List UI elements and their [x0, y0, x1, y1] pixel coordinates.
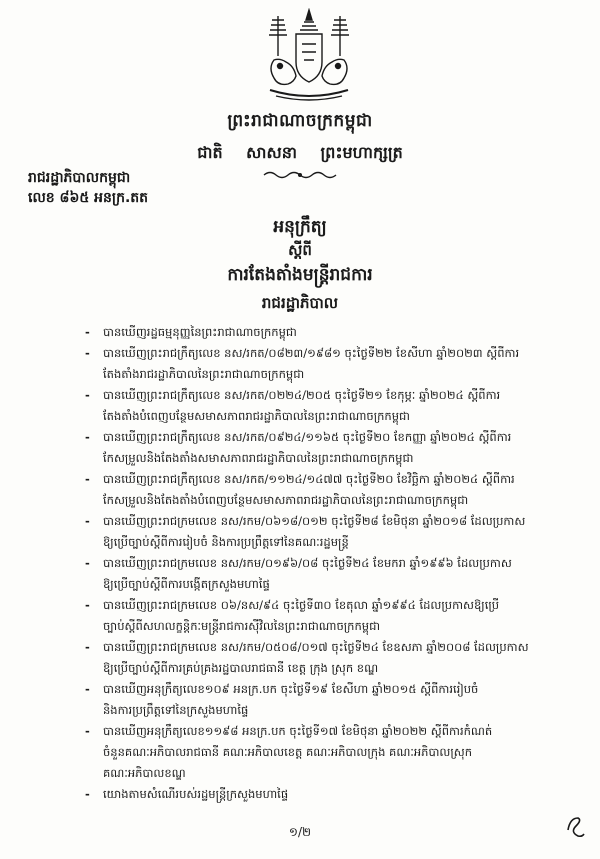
preamble-line: ឱ្យប្រើច្បាប់ស្តីពីការរៀបចំ និងការប្រព្រឹត្តទៅនៃគណៈរដ្ឋមន្ត្រី	[103, 535, 349, 549]
royal-coat-of-arms-icon	[262, 8, 356, 104]
preamble-line: បានឃើញព្រះរាជក្រឹត្យលេខ នស/រកត/០២២៤/២០៥ ចុះថ្ងៃទី២១ ខែកុម្ភៈ ឆ្នាំ២០២៤ ស្តីពីការ	[103, 388, 501, 402]
preamble-line: តែងតាំងបំពេញបន្ថែមសមាសភាពរាជរដ្ឋាភិបាលនៃព្រះរាជាណាចក្រកម្ពុជា	[103, 409, 410, 423]
document-title: ការតែងតាំងមន្ត្រីរាជការ	[227, 265, 373, 285]
list-dash: -	[85, 388, 90, 402]
preamble-line: បានឃើញអនុក្រឹត្យលេខ១០៩ អនក្រ.បក ចុះថ្ងៃទី១៩ ខែសីហា ឆ្នាំ២០១៥ ស្តីពីការរៀបចំ	[103, 682, 479, 696]
preamble-item	[85, 595, 565, 637]
preamble-line: បានឃើញព្រះរាជក្រមលេខ នស/រកម/០១៩៦/០៨ ចុះថ្ងៃទី២៤ ខែមករា ឆ្នាំ១៩៩៦ ដែលប្រកាស	[103, 556, 512, 570]
preamble-line: កែសម្រួលនិងតែងតាំងសមាសភាពរាជរដ្ឋាភិបាលនៃព្រះរាជាណាចក្រកម្ពុជា	[103, 451, 414, 465]
preamble-item	[85, 721, 565, 784]
list-dash: -	[85, 598, 90, 612]
preamble-item	[85, 637, 565, 679]
preamble-list	[85, 322, 565, 805]
document-on: ស្តីពី	[288, 241, 312, 259]
preamble-item	[85, 784, 565, 805]
list-dash: -	[85, 514, 90, 528]
preamble-line: បានឃើញព្រះរាជក្រមលេខ ០៦/នស/៩៤ ចុះថ្ងៃទី៣០ ខែតុលា ឆ្នាំ១៩៩៤ ដែលប្រកាសឱ្យប្រើ	[103, 598, 500, 612]
preamble-item	[85, 385, 565, 427]
national-motto: ជាតិ សាសនា ព្រះមហាក្សត្រ	[197, 143, 403, 162]
preamble-line: តែងតាំងរាជរដ្ឋាភិបាលនៃព្រះរាជាណាចក្រកម្ពុជា	[103, 367, 305, 381]
preamble-line: ច្បាប់ស្តីពីសហលក្ខន្តិកៈមន្ត្រីរាជការស៊ីវិលនៃព្រះរាជាណាចក្រកម្ពុជា	[103, 619, 381, 633]
list-dash: -	[85, 682, 90, 696]
preamble-line: ឱ្យប្រើច្បាប់ស្តីពីការគ្រប់គ្រងរដ្ឋបាលរាជធានី ខេត្ត ក្រុង ស្រុក ខណ្ឌ	[103, 661, 379, 675]
preamble-line: បានឃើញព្រះរាជក្រឹត្យលេខ នស/រកត/០៩២៤/១១៦៥ ចុះថ្ងៃទី២០ ខែកញ្ញា ឆ្នាំ២០២៤ ស្តីពីការ	[103, 430, 512, 444]
preamble-line: បានឃើញរដ្ឋធម្មនុញ្ញនៃព្រះរាជាណាចក្រកម្ពុជា	[103, 325, 297, 339]
preamble-line: បានឃើញព្រះរាជក្រឹត្យលេខ នស/រកត/០៨២៣/១៩៨១ ចុះថ្ងៃទី២២ ខែសីហា ឆ្នាំ២០២៣ ស្តីពីការ	[103, 346, 520, 360]
list-dash: -	[85, 325, 90, 339]
kingdom-heading: ព្រះរាជាណាចក្រកម្ពុជា	[227, 111, 373, 131]
preamble-line: ឱ្យប្រើច្បាប់ស្តីពីការបង្កើតក្រសួងមហាផ្ទៃ	[103, 577, 270, 591]
list-dash: -	[85, 472, 90, 486]
list-dash: -	[85, 724, 90, 738]
preamble-line: បានឃើញព្រះរាជក្រមលេខ នស/រកម/០៦១៨/០១២ ចុះថ្ងៃទី២៨ ខែមិថុនា ឆ្នាំ២០១៨ ដែលប្រកាស	[103, 514, 526, 528]
preamble-line: យោងតាមសំណើរបស់រដ្ឋមន្ត្រីក្រសួងមហាផ្ទៃ	[103, 787, 289, 801]
preamble-line: កែសម្រួលនិងតែងតាំងបំពេញបន្ថែមសមាសភាពរាជរដ្ឋាភិបាលនៃព្រះរាជាណាចក្រកម្ពុជា	[103, 493, 469, 507]
list-dash: -	[85, 787, 90, 801]
preamble-item	[85, 553, 565, 595]
preamble-line: និងការប្រព្រឹត្តទៅនៃក្រសួងមហាផ្ទៃ	[103, 703, 249, 717]
preamble-line: បានឃើញព្រះរាជក្រឹត្យលេខ នស/រកត/១១២៤/១៤៧៧ ចុះថ្ងៃទី២០ ខែវិច្ឆិកា ឆ្នាំ២០២៤ ស្តីពីការ	[103, 472, 515, 486]
list-dash: -	[85, 556, 90, 570]
preamble-item	[85, 469, 565, 511]
preamble-line: បានឃើញអនុក្រឹត្យលេខ១១៩៨ អនក្រ.បក ចុះថ្ងៃទី១៧ ខែមិថុនា ឆ្នាំ២០២២ ស្តីពីការកំណត់	[103, 724, 493, 738]
list-dash: -	[85, 346, 90, 360]
document-type: អនុក្រឹត្យ	[273, 217, 327, 237]
list-dash: -	[85, 640, 90, 654]
preamble-item	[85, 427, 565, 469]
preamble-line: បានឃើញព្រះរាជក្រមលេខ នស/រកម/០៥០៨/០១៧ ចុះថ្ងៃទី២៤ ខែឧសភា ឆ្នាំ២០០៨ ដែលប្រកាស	[103, 640, 529, 654]
preamble-item	[85, 322, 565, 343]
preamble-item	[85, 511, 565, 553]
preamble-line: ចំនួនគណៈអភិបាលរាជធានី គណៈអភិបាលខេត្ត គណៈអភិបាលក្រុង គណៈអភិបាលស្រុក	[103, 745, 473, 759]
initial-signature-icon	[562, 812, 586, 838]
preamble-item	[85, 679, 565, 721]
tbal-ornament-icon	[260, 170, 340, 180]
document-number: លេខ ៨៦៥ អនក្រ.តត	[28, 190, 149, 206]
preamble-item	[85, 343, 565, 385]
preamble-line: គណៈអភិបាលខណ្ឌ	[103, 766, 186, 780]
issuer-name: រាជរដ្ឋាភិបាលកម្ពុជា	[28, 170, 131, 186]
list-dash: -	[85, 430, 90, 444]
page-number: ១/២	[288, 825, 312, 839]
issuing-authority: រាជរដ្ឋាភិបាល	[261, 294, 339, 312]
